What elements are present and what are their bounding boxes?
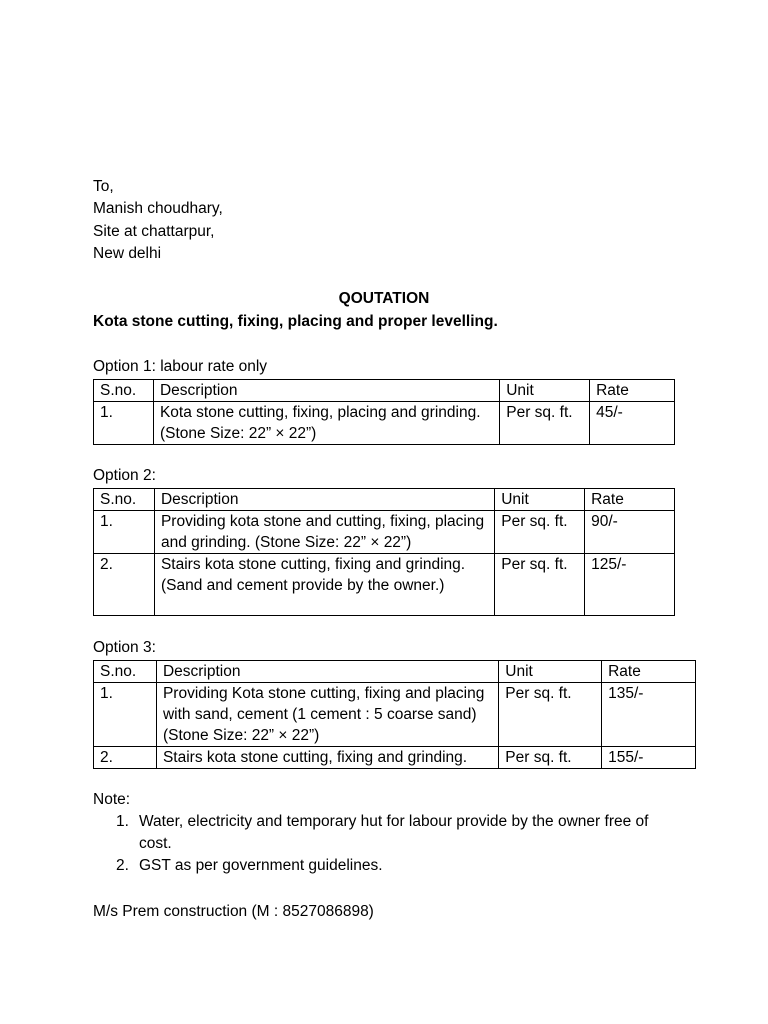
option-3-label: Option 3: xyxy=(93,639,156,656)
document-title xyxy=(0,288,768,310)
option-1-label: Option 1: labour rate only xyxy=(93,358,268,375)
table-header-row xyxy=(94,380,675,402)
document-title-text: QOUTATION xyxy=(338,290,430,307)
cell-description: Providing kota stone and cutting, fixing, placing and grinding. (Stone Size: 22” × 22”) xyxy=(154,511,494,554)
recipient-to: To, xyxy=(93,178,114,195)
cell-sno: 2. xyxy=(94,554,155,616)
company-signature: M/s Prem construction (M : 8527086898) xyxy=(93,903,374,920)
cell-unit: Per sq. ft. xyxy=(495,511,585,554)
header-sno: S.no. xyxy=(94,661,157,683)
note-list xyxy=(93,811,673,877)
header-unit: Unit xyxy=(499,661,602,683)
header-unit: Unit xyxy=(495,489,585,511)
note-text: GST as per government guidelines. xyxy=(139,857,383,874)
cell-rate: 135/- xyxy=(602,683,696,747)
cell-sno: 1. xyxy=(94,683,157,747)
note-text: Water, electricity and temporary hut for labour provide by the owner free of cost. xyxy=(139,813,649,852)
table-header-row xyxy=(94,661,696,683)
recipient-site: Site at chattarpur, xyxy=(93,222,215,240)
cell-sno: 1. xyxy=(94,402,154,445)
option-3-table xyxy=(93,660,696,769)
cell-description: Stairs kota stone cutting, fixing and grinding. (Sand and cement provide by the owner.) xyxy=(154,554,494,616)
cell-rate: 45/- xyxy=(590,402,675,445)
recipient-address xyxy=(93,176,223,265)
cell-rate: 155/- xyxy=(602,747,696,769)
header-rate: Rate xyxy=(590,380,675,402)
cell-unit: Per sq. ft. xyxy=(499,683,602,747)
option-1-table xyxy=(93,379,675,445)
cell-sno: 1. xyxy=(94,511,155,554)
option-2-table xyxy=(93,488,675,616)
table-row xyxy=(94,511,675,554)
note-number: 1. xyxy=(116,813,129,830)
note-label: Note: xyxy=(93,791,131,808)
cell-unit: Per sq. ft. xyxy=(495,554,585,616)
header-rate: Rate xyxy=(602,661,696,683)
note-number: 2. xyxy=(116,857,129,874)
header-sno: S.no. xyxy=(94,489,155,511)
option-2-label: Option 2: xyxy=(93,467,156,484)
recipient-city: New delhi xyxy=(93,244,162,262)
header-sno: S.no. xyxy=(94,380,154,402)
header-rate: Rate xyxy=(585,489,675,511)
table-row xyxy=(94,747,696,769)
cell-unit: Per sq. ft. xyxy=(500,402,590,445)
table-header-row xyxy=(94,489,675,511)
cell-unit: Per sq. ft. xyxy=(499,747,602,769)
cell-description: Stairs kota stone cutting, fixing and grinding. xyxy=(156,747,498,769)
cell-sno: 2. xyxy=(94,747,157,769)
table-row xyxy=(94,683,696,747)
document-subject: Kota stone cutting, fixing, placing and proper levelling. xyxy=(93,313,498,330)
table-row xyxy=(94,554,675,616)
cell-rate: 90/- xyxy=(585,511,675,554)
cell-description: Kota stone cutting, fixing, placing and grinding. (Stone Size: 22” × 22”) xyxy=(153,402,499,445)
list-item xyxy=(93,811,673,855)
recipient-name: Manish choudhary, xyxy=(93,200,223,218)
header-description: Description xyxy=(154,489,494,511)
cell-description: Providing Kota stone cutting, fixing and placing with sand, cement (1 cement : 5 coarse sand) (Stone Size: 22” × 22”) xyxy=(156,683,498,747)
list-item xyxy=(93,855,673,877)
table-row xyxy=(94,402,675,445)
header-description: Description xyxy=(153,380,499,402)
header-description: Description xyxy=(156,661,498,683)
header-unit: Unit xyxy=(500,380,590,402)
cell-rate: 125/- xyxy=(585,554,675,616)
